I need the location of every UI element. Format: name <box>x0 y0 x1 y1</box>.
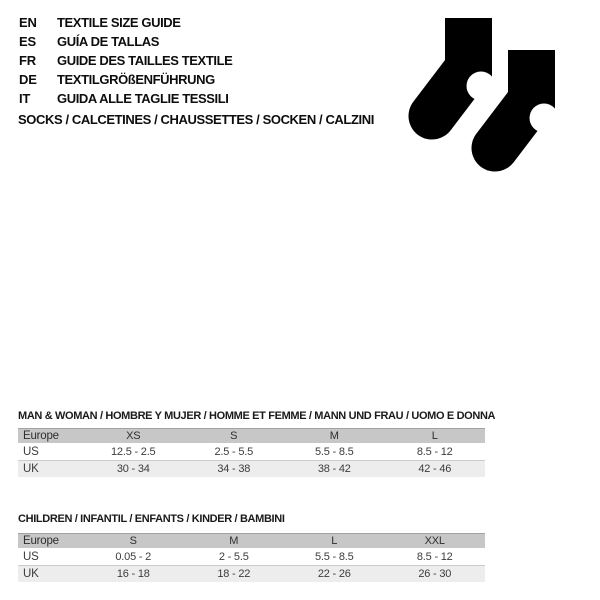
header-cell-size: XS <box>126 430 141 442</box>
socks-icon <box>400 5 585 180</box>
table-row-uk <box>18 461 485 477</box>
language-label: GUÍA DE TALLAS <box>57 34 160 49</box>
language-row-en <box>19 13 232 32</box>
header-cell-size: L <box>431 430 438 442</box>
header-cell-region: Europe <box>23 535 59 547</box>
man-woman-size-table <box>18 428 485 477</box>
size-cell: 42 - 46 <box>418 463 452 475</box>
size-cell: 18 - 22 <box>217 568 251 580</box>
header-cell-size: M <box>229 535 239 547</box>
size-cell: 5.5 - 8.5 <box>314 445 354 458</box>
language-code: ES <box>19 34 36 49</box>
size-cell: 2.5 - 5.5 <box>214 445 254 458</box>
header-cell-size: S <box>230 430 238 442</box>
children-table-title: CHILDREN / INFANTIL / ENFANTS / KINDER / BAMBINI <box>18 513 285 525</box>
size-cell: 16 - 18 <box>116 568 150 580</box>
language-label: GUIDE DES TAILLES TEXTILE <box>57 53 233 68</box>
table-header-row <box>18 533 485 548</box>
category-line: SOCKS / CALCETINES / CHAUSSETTES / SOCKEN / CALZINI <box>18 112 374 127</box>
size-cell: 0.05 - 2 <box>115 550 152 563</box>
language-code: FR <box>19 53 36 68</box>
table-row-us <box>18 548 485 566</box>
man-woman-table-title: MAN & WOMAN / HOMBRE Y MUJER / HOMME ET FEMME / MANN UND FRAU / UOMO E DONNA <box>18 410 496 422</box>
table-row-uk <box>18 566 485 582</box>
language-row-es <box>19 32 232 51</box>
region-cell: US <box>23 445 39 458</box>
language-row-it <box>19 89 232 108</box>
region-cell: UK <box>23 568 39 580</box>
language-row-de <box>19 70 232 89</box>
sock-icon-left <box>432 18 496 116</box>
children-size-table <box>18 533 485 582</box>
language-label: GUIDA ALLE TAGLIE TESSILI <box>57 91 229 106</box>
language-row-fr <box>19 51 232 70</box>
size-cell: 2 - 5.5 <box>218 550 249 563</box>
size-cell: 26 - 30 <box>418 568 452 580</box>
size-cell: 12.5 - 2.5 <box>111 445 156 458</box>
language-list <box>19 13 232 108</box>
size-cell: 8.5 - 12 <box>416 550 453 563</box>
header-cell-size: L <box>331 535 338 547</box>
size-cell: 38 - 42 <box>317 463 351 475</box>
size-cell: 8.5 - 12 <box>416 445 453 458</box>
header-cell-size: XXL <box>424 535 445 547</box>
header-cell-region: Europe <box>23 430 59 442</box>
table-row-us <box>18 443 485 461</box>
header-cell-size: M <box>329 430 339 442</box>
language-code: EN <box>19 15 37 30</box>
size-cell: 5.5 - 8.5 <box>314 550 354 563</box>
language-label: TEXTILE SIZE GUIDE <box>57 15 181 30</box>
sock-icon-right <box>495 50 559 148</box>
region-cell: US <box>23 550 39 563</box>
size-cell: 22 - 26 <box>317 568 351 580</box>
header-cell-size: S <box>129 535 137 547</box>
size-cell: 34 - 38 <box>217 463 251 475</box>
size-cell: 30 - 34 <box>116 463 150 475</box>
language-code: IT <box>19 91 31 106</box>
table-header-row <box>18 428 485 443</box>
language-code: DE <box>19 72 37 87</box>
region-cell: UK <box>23 463 39 475</box>
language-label: TEXTILGRÖßENFÜHRUNG <box>57 72 215 87</box>
